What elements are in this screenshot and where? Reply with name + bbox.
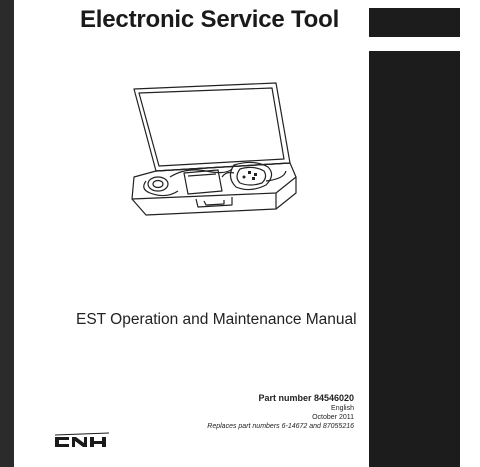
replaces-note: Replaces part numbers 6-14672 and 87055216 <box>207 423 354 430</box>
tool-case-illustration <box>126 81 301 216</box>
publication-date: October 2011 <box>312 414 354 421</box>
right-margin <box>460 0 480 467</box>
part-info-block <box>207 392 354 431</box>
right-dark-bar <box>369 51 460 467</box>
part-number: Part number 84546020 <box>258 393 354 403</box>
language: English <box>331 405 354 412</box>
cnh-logo <box>53 431 111 450</box>
manual-title: EST Operation and Maintenance Manual <box>76 311 357 328</box>
left-border <box>0 0 14 467</box>
right-top-block <box>369 8 460 37</box>
document-title: Electronic Service Tool <box>80 6 340 33</box>
